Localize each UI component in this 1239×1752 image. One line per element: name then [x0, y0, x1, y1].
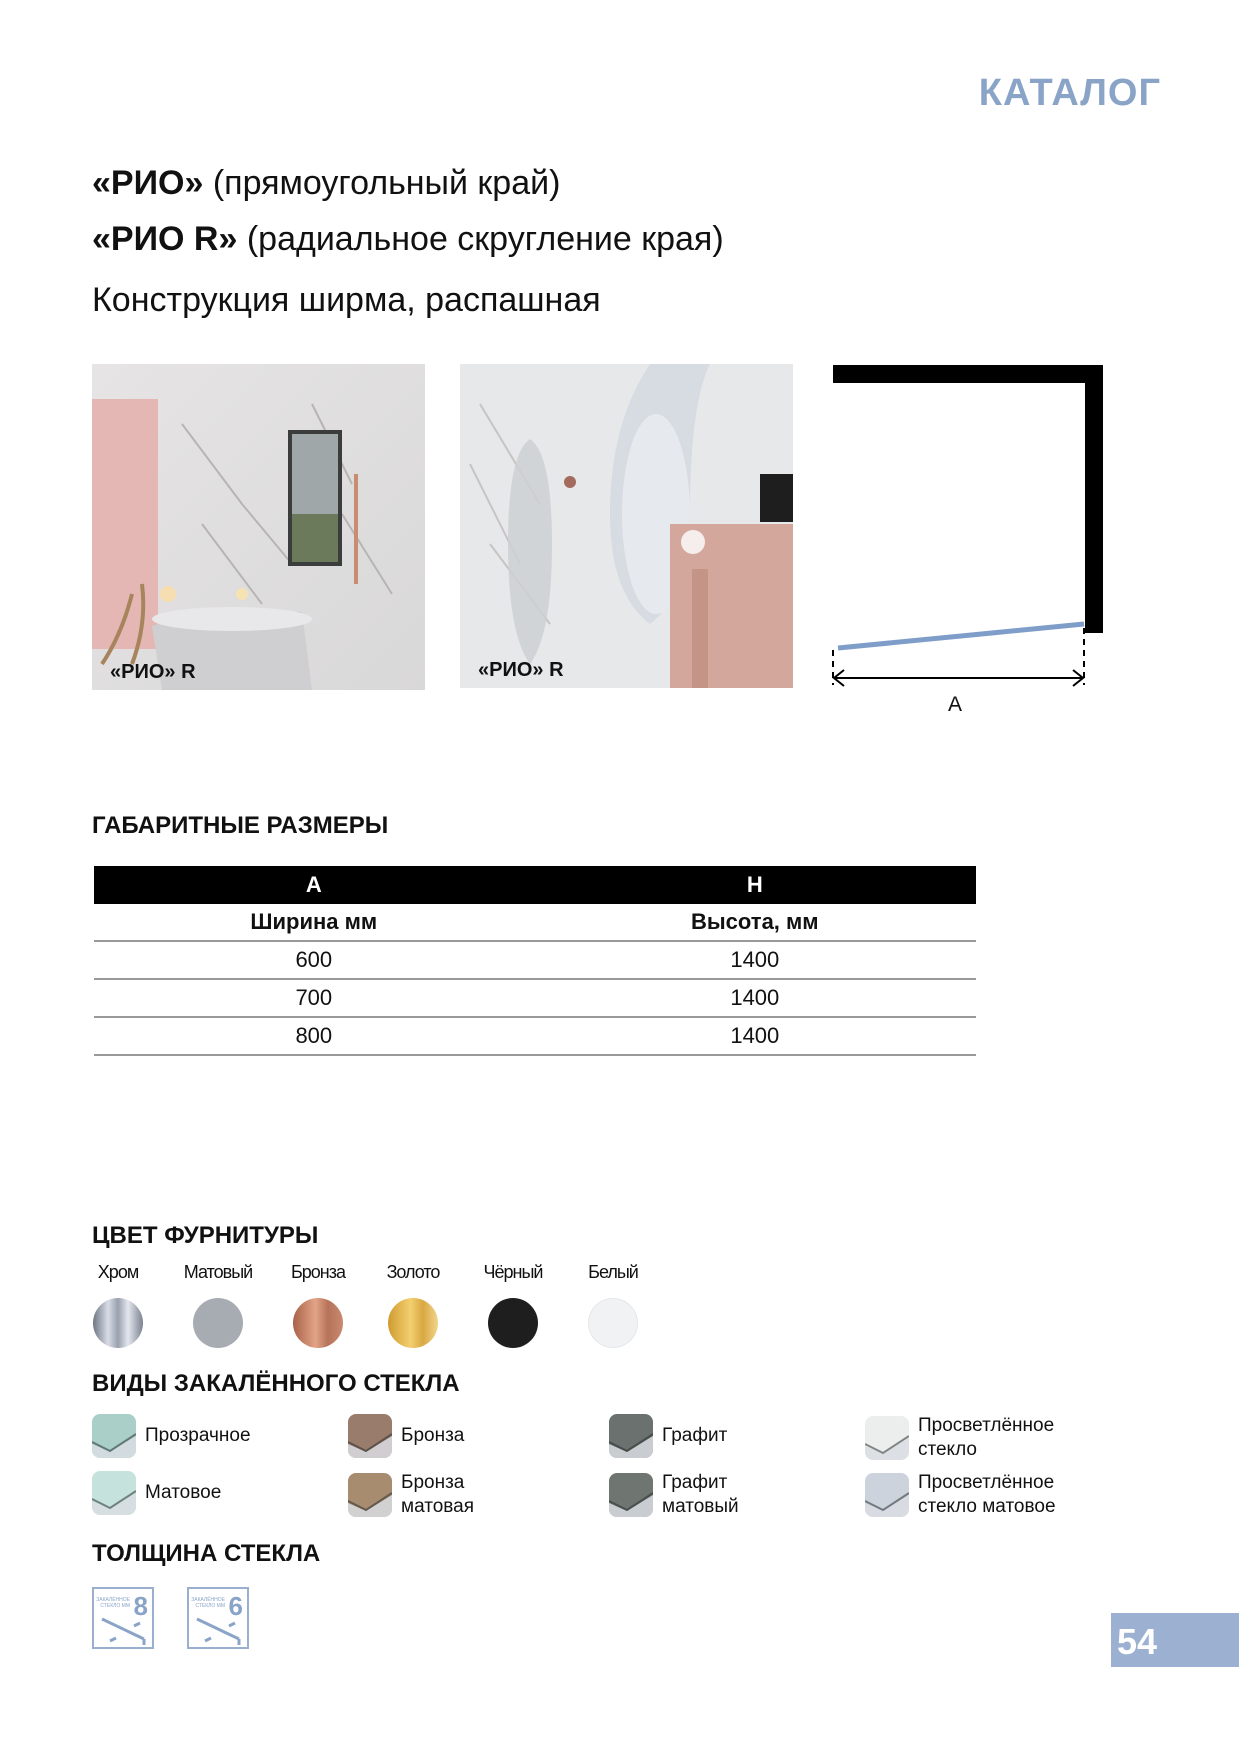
fitting-chrome	[78, 1262, 158, 1348]
title-rio-r	[92, 220, 724, 259]
glass-panel	[838, 624, 1084, 648]
fitting-black	[473, 1262, 553, 1348]
fitting-name: Бронза	[290, 1262, 346, 1282]
fitting-name: Белый	[588, 1262, 638, 1282]
glass-name: Бронза матовая	[401, 1472, 475, 1517]
gold-swatch-icon	[388, 1298, 438, 1348]
clear-glass-icon	[92, 1414, 136, 1458]
black-swatch-icon	[488, 1298, 538, 1348]
thickness-6mm-badge	[187, 1587, 249, 1649]
photo-1-label: «РИО» R	[110, 661, 196, 683]
glass-name: Просветлённое стекло	[918, 1415, 1055, 1460]
title-rio-r-name: «РИО R»	[92, 220, 238, 258]
column-header-h: H	[534, 866, 976, 904]
dimensions-heading: ГАБАРИТНЫЕ РАЗМЕРЫ	[92, 812, 389, 839]
bronze-swatch-icon	[293, 1298, 343, 1348]
page-number-badge	[1111, 1613, 1239, 1667]
white-swatch-icon	[588, 1298, 638, 1348]
glass-name: Просветлённое стекло матовое	[918, 1472, 1056, 1517]
title-rio	[92, 164, 560, 203]
page-number: 54	[1117, 1621, 1158, 1662]
column-header-a: A	[94, 866, 534, 904]
product-photo-2	[460, 364, 793, 688]
fitting-name: Хром	[97, 1262, 139, 1282]
glass-graphite-matte	[609, 1471, 752, 1519]
bathroom-photo-image	[92, 364, 425, 690]
matte-glass-icon	[92, 1471, 136, 1515]
table-row	[94, 979, 976, 1017]
dimensions-table	[94, 866, 976, 1056]
glass-name: Графит матовый	[662, 1472, 739, 1517]
glass-panel-icon	[94, 1589, 152, 1647]
fitting-gold	[373, 1262, 453, 1348]
fitting-name: Матовый	[183, 1262, 253, 1282]
cell-height: 1400	[534, 941, 976, 979]
thickness-8mm-badge	[92, 1587, 154, 1649]
table-row	[94, 1017, 976, 1055]
fitting-name: Золото	[386, 1262, 440, 1282]
bronze-matte-glass-icon	[348, 1473, 392, 1517]
table-row	[94, 941, 976, 979]
glass-graphite	[609, 1414, 727, 1458]
cell-width: 700	[94, 979, 534, 1017]
glass-bronze-matte	[348, 1471, 491, 1519]
graphite-matte-glass-icon	[609, 1473, 653, 1517]
wall-top	[833, 365, 1103, 383]
thickness-value: 8	[133, 1591, 148, 1621]
construction-type: Конструкция ширма, распашная	[92, 281, 601, 319]
low-iron-glass-icon	[865, 1416, 909, 1460]
fitting-bronze	[278, 1262, 358, 1348]
glass-low-iron-matte	[865, 1471, 1078, 1519]
glass-panel-icon	[189, 1589, 247, 1647]
fitting-name: Чёрный	[483, 1262, 543, 1282]
fitting-white	[573, 1262, 653, 1348]
fitting-matte	[178, 1262, 258, 1348]
wall-side	[1085, 365, 1103, 633]
catalog-header: КАТАЛОГ	[978, 72, 1161, 114]
bronze-glass-icon	[348, 1414, 392, 1458]
fittings-heading: ЦВЕТ ФУРНИТУРЫ	[92, 1222, 319, 1249]
graphite-glass-icon	[609, 1414, 653, 1458]
glass-name: Бронза	[401, 1425, 465, 1446]
top-view-schematic	[820, 360, 1120, 720]
glass-clear	[92, 1414, 251, 1458]
glass-heading: ВИДЫ ЗАКАЛЁННОГО СТЕКЛА	[92, 1370, 460, 1397]
table-header-row	[94, 866, 976, 904]
glass-low-iron	[865, 1414, 1068, 1462]
glass-matte	[92, 1471, 221, 1515]
thickness-heading: ТОЛЩИНА СТЕКЛА	[92, 1540, 321, 1567]
glass-name: Графит	[662, 1425, 728, 1446]
cell-width: 800	[94, 1017, 534, 1055]
bathtub-photo-image	[460, 364, 793, 688]
installation-diagram	[820, 360, 1120, 720]
table-subheader-row	[94, 904, 976, 941]
glass-name: Прозрачное	[145, 1425, 251, 1446]
product-photo-1	[92, 364, 425, 690]
low-iron-matte-glass-icon	[865, 1473, 909, 1517]
title-rio-desc: (прямоугольный край)	[203, 164, 561, 202]
cell-height: 1400	[534, 1017, 976, 1055]
glass-bronze	[348, 1414, 464, 1458]
matte-swatch-icon	[193, 1298, 243, 1348]
photo-2-label: «РИО» R	[478, 659, 564, 681]
glass-name: Матовое	[145, 1482, 222, 1503]
thickness-value: 6	[228, 1591, 243, 1621]
subheader-height: Высота, мм	[534, 904, 976, 941]
thickness-caption: ЗАКАЛЁННОЕ СТЕКЛО ММ	[96, 1597, 130, 1609]
cell-width: 600	[94, 941, 534, 979]
title-rio-name: «РИО»	[92, 164, 204, 202]
subheader-width: Ширина мм	[94, 904, 534, 941]
chrome-swatch-icon	[93, 1298, 143, 1348]
thickness-caption: ЗАКАЛЁННОЕ СТЕКЛО ММ	[191, 1597, 225, 1609]
dimension-label-a: A	[948, 693, 963, 716]
title-rio-r-desc: (радиальное скругление края)	[237, 220, 724, 258]
cell-height: 1400	[534, 979, 976, 1017]
